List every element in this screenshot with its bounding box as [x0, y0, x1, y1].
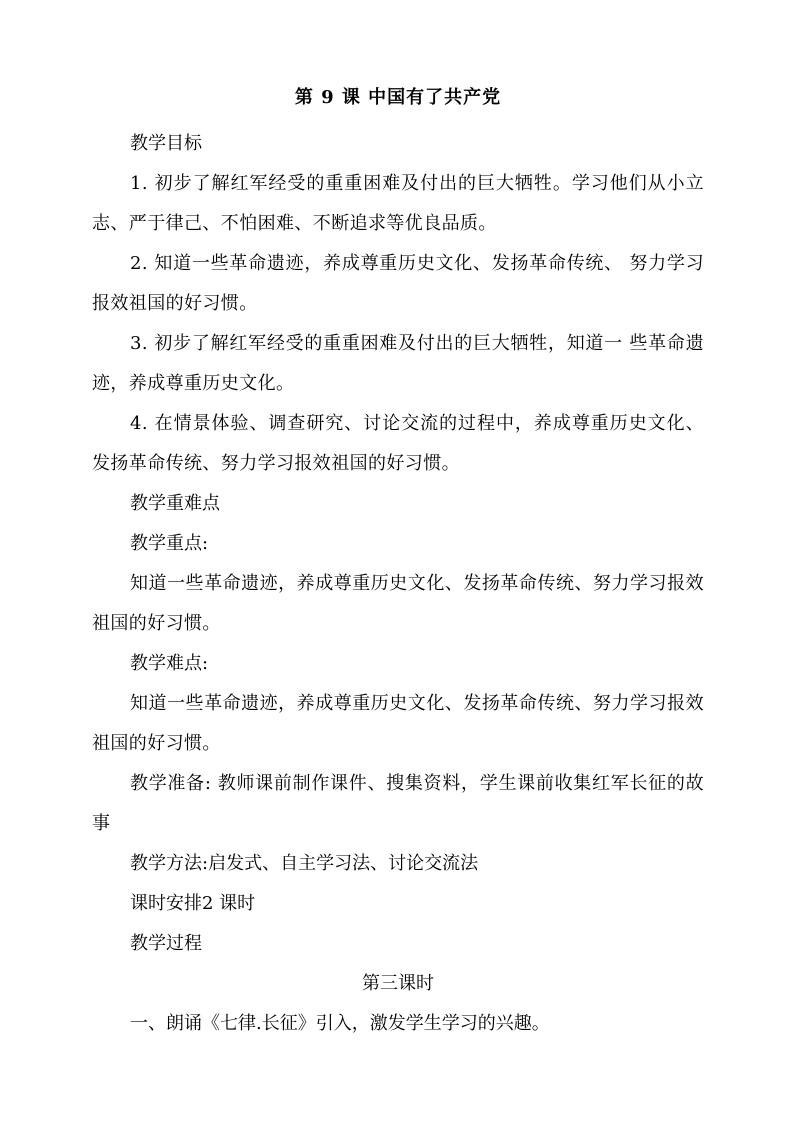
- process-heading: 教学过程: [130, 933, 202, 954]
- key-points-text: 知道一些革命遗迹，养成尊重历史文化、发扬革命传统、努力学习报效祖国的好习惯。: [92, 573, 704, 634]
- difficult-points-heading: 教学难点:: [130, 653, 209, 674]
- objective-item-1: 1. 初步了解红军经受的重重困难及付出的巨大牺牲。学习他们从小立志、严于律己、不怕困难、不断追求等优良品质。: [92, 173, 704, 234]
- methods-text: 教学方法:启发式、自主学习法、讨论交流法: [130, 853, 479, 874]
- objectives-heading: 教学目标: [130, 133, 202, 154]
- objective-item-2: 2. 知道一些革命遗迹，养成尊重历史文化、发扬革命传统、 努力学习报效祖国的好习惯。: [92, 253, 704, 314]
- key-difficult-heading: 教学重难点: [130, 493, 220, 514]
- document-page: [92, 84, 704, 1044]
- key-points-heading: 教学重点:: [130, 533, 209, 554]
- step-1-text: 一、朗诵《七律.长征》引入，激发学生学习的兴趣。: [130, 1013, 550, 1034]
- objective-item-4: 4. 在情景体验、调查研究、讨论交流的过程中，养成尊重历史文化、发扬革命传统、努力学习报效祖国的好习惯。: [92, 413, 704, 474]
- preparation-text: 教学准备: 教师课前制作课件、搜集资料，学生课前收集红军长征的故事: [92, 773, 704, 834]
- lesson-heading: 第三课时: [362, 973, 434, 994]
- document-title: 第 9 课 中国有了共产党: [294, 87, 502, 108]
- objective-item-3: 3. 初步了解红军经受的重重困难及付出的巨大牺牲，知道一 些革命遗迹，养成尊重历史文化。: [92, 333, 704, 394]
- difficult-points-text: 知道一些革命遗迹，养成尊重历史文化、发扬革命传统、努力学习报效祖国的好习惯。: [92, 693, 704, 754]
- schedule-text: 课时安排2 课时: [130, 893, 256, 914]
